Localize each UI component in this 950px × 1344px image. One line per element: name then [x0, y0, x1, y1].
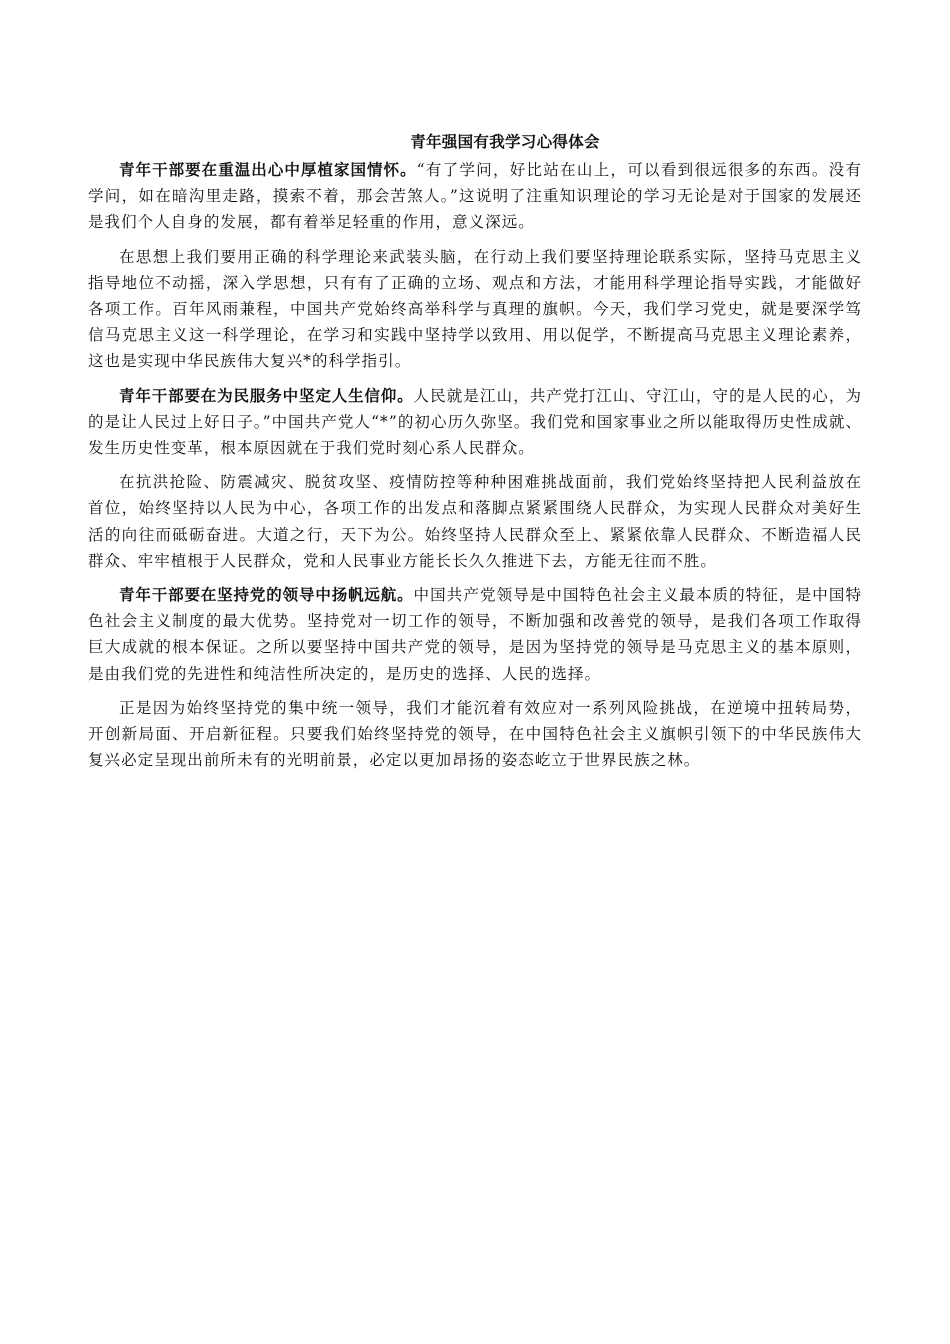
- paragraph-6: [88, 695, 862, 774]
- paragraph-4-text: 在抗洪抢险、防震减灾、脱贫攻坚、疫情防控等种种困难挑战面前，我们党始终坚持把人民利益放在首位，始终坚持以人民为中心，各项工作的出发点和落脚点紧紧围绕人民群众，为实现人民群众对美好生活的向往而砥砺奋进。大道之行，天下为公。始终坚持人民群众至上、紧紧依靠人民群众、不断造福人民群众、牢牢植根于人民群众，党和人民事业方能长长久久推进下去，方能无往而不胜。: [88, 473, 862, 570]
- paragraph-2-text: 在思想上我们要用正确的科学理论来武装头脑，在行动上我们要坚持理论联系实际，坚持马克思主义指导地位不动摇，深入学思想，只有有了正确的立场、观点和方法，才能用科学理论指导实践，才能做好各项工作。百年风雨兼程，中国共产党始终高举科学与真理的旗帜。今天，我们学习党史，就是要深学笃信马克思主义这一科学理论，在学习和实践中坚持学以致用、用以促学，不断提高马克思主义理论素养，这也是实现中华民族伟大复兴*的科学指引。: [88, 247, 862, 371]
- paragraph-5: [88, 582, 862, 687]
- paragraph-3-lead: 青年干部要在为民服务中坚定人生信仰。: [119, 386, 414, 405]
- paragraph-6-text: 正是因为始终坚持党的集中统一领导，我们才能沉着有效应对一系列风险挑战，在逆境中扭转局势，开创新局面、开启新征程。只要我们始终坚持党的领导，在中国特色社会主义旗帜引领下的中华民族伟大复兴必定呈现出前所未有的光明前景，必定以更加昂扬的姿态屹立于世界民族之林。: [88, 698, 862, 770]
- paragraph-2: [88, 244, 862, 375]
- paragraph-1-text: “有了学问，好比站在山上，可以看到很远很多的东西。没有学问，如在暗沟里走路，摸索不着，那会苦煞人。”这说明了注重知识理论的学习无论是对于国家的发展还是我们个人自身的发展，都有着举足轻重的作用，意义深远。: [88, 161, 862, 232]
- paragraph-3: [88, 383, 862, 462]
- paragraph-5-lead: 青年干部要在坚持党的领导中扬帆远航。: [119, 586, 414, 605]
- document-page: [88, 127, 862, 781]
- paragraph-1-lead: 青年干部要在重温出心中厚植家国情怀。: [119, 161, 417, 179]
- paragraph-5-text: 中国共产党领导是中国特色社会主义最本质的特征，是中国特色社会主义制度的最大优势。坚持党对一切工作的领导，不断加强和改善党的领导，是我们各项工作取得巨大成就的根本保证。之所以要坚持中国共产党的领导，是因为坚持党的领导是马克思主义的基本原则，是由我们党的先进性和纯洁性所决定的，是历史的选择、人民的选择。: [88, 586, 862, 683]
- paragraph-4: [88, 469, 862, 574]
- document-title: 青年强国有我学习心得体会: [410, 133, 600, 151]
- paragraph-3-text: 人民就是江山，共产党打江山、守江山，守的是人民的心，为的是让人民过上好日子。”中国共产党人“*”的初心历久弥坚。我们党和国家事业之所以能取得历史性成就、发生历史性变革，根本原因就在于我们党时刻心系人民群众。: [88, 386, 862, 458]
- paragraph-1: [88, 157, 862, 236]
